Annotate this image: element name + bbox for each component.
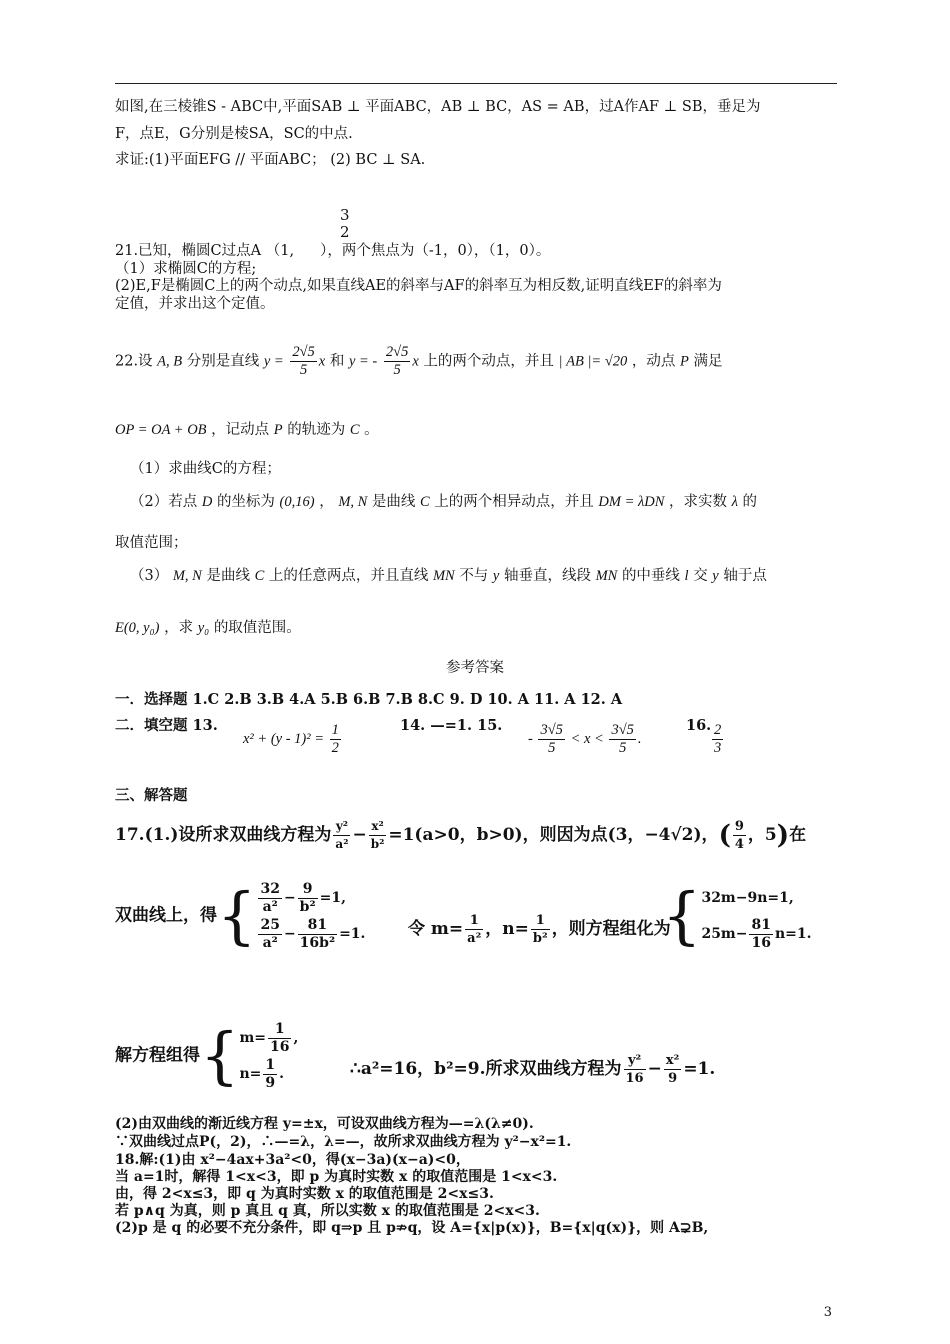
answer-line-5: 由，得 2<x≤3，即 q 为真时实数 x 的取值范围是 2<x≤3.: [115, 1186, 494, 1202]
q22-text-f: 满足: [693, 353, 723, 370]
q17-let-m-d: a²: [467, 931, 482, 946]
q17-hy-label: 双曲线上，得: [115, 905, 217, 926]
q22-line2-lhs: y = -: [348, 353, 378, 370]
q17-r2-b: n=1.: [774, 926, 812, 942]
q17-c-r: =1.: [683, 1059, 716, 1079]
answer-line-2: ∵双曲线过点P(，2)，∴—=λ，λ=—，故所求双曲线方程为 y²−x²=1.: [115, 1134, 572, 1150]
q22-s3-mn-segment: MN: [595, 568, 618, 584]
answers-solve-heading: 三、解答题: [115, 787, 188, 804]
answer-15-num1: 3√5: [540, 722, 563, 738]
q17-line1: 17.(1.)设所求双曲线方程为 $\frac{\text{y²}}{\text{a²}}$ − $\frac{\text{x²}}{\text{b²}}$ =1(a>0，b>0)，则因为点(3，−4√2)，( $\frac{9}{4}$ ，5)在: [115, 819, 807, 852]
q22-l1-den: 5: [299, 362, 308, 378]
answer-13-den: 2: [331, 740, 339, 756]
q22-line2-frac: [384, 344, 410, 379]
q17-r2: [701, 916, 811, 952]
q17-r2-n: 81: [751, 916, 771, 933]
q22-s2-eq: DM = λDN: [598, 494, 665, 510]
q17-r2-a: 25m−: [701, 926, 748, 942]
q17-b2: b²: [370, 837, 385, 851]
q22-s2-h: 的: [742, 494, 758, 510]
q17-e1-d1: a²: [262, 898, 278, 915]
q17-sol-m: [239, 1020, 298, 1056]
q22-p2: P: [273, 422, 283, 438]
answers-title: 参考答案: [446, 660, 504, 676]
q22-l2-num: 2√5: [385, 344, 409, 360]
q22-s2-a: （2）若点: [130, 494, 198, 510]
q22-line1-frac: [290, 344, 316, 379]
q22-s3-f: 的中垂线: [621, 568, 680, 584]
q22-abs: | AB |= √20: [558, 353, 628, 370]
q22-s3-e: 轴垂直，线段: [503, 568, 591, 584]
q17-r1: 32m−9n=1,: [701, 890, 794, 906]
q22-s2-g: ，求实数: [669, 494, 728, 510]
q22-s2-f: 上的两个相异动点，并且: [434, 494, 594, 510]
q17-p-num: 9: [734, 819, 744, 834]
q17-e1-n2: 9: [298, 881, 318, 899]
q17-e2-d1: a²: [262, 934, 278, 951]
q22-l1-num: 2√5: [292, 344, 315, 360]
q17-substitution: [408, 912, 671, 947]
q22-sub1: （1）求曲线C的方程；: [130, 461, 281, 477]
q17-e1-n1: 32: [260, 880, 280, 897]
q17-c-n1: y²: [624, 1052, 646, 1070]
answer-15-minus: -: [528, 730, 533, 747]
q17-e1-r: =1,: [319, 890, 346, 906]
q22-s3-y2: y: [712, 568, 719, 584]
answers-choice: 一．选择题 1.C 2.B 3.B 4.A 5.B 6.B 7.B 8.C 9. D 10. A 11. A 12. A: [115, 691, 623, 708]
q21-frac-num: 3: [340, 206, 350, 224]
q22-s3-mn-line: MN: [432, 568, 455, 584]
q17-solution: 解方程组得{ m= $\frac{1}{16}$ , n= $\frac{1}{9}$ .: [115, 1019, 299, 1092]
answer-15-frac2: [609, 722, 635, 757]
q17-let-m-n: 1: [465, 912, 483, 930]
q22-s3-y0: y₀: [197, 620, 210, 636]
q17-sol-n-label: n=: [239, 1066, 262, 1082]
q17-minus: −: [352, 825, 367, 845]
q17-sol-m-d: 16: [270, 1038, 290, 1055]
q17-text-a: 17.(1.)设所求双曲线方程为: [115, 825, 332, 845]
q22-s2-d: D: [201, 494, 213, 510]
q22-s3-point-e: E(0, y₀): [115, 620, 160, 636]
q21-line1: [115, 241, 550, 261]
q20-line2: F，点E，G分别是棱SA，SC的中点.: [115, 126, 353, 142]
q17-text-c: 在: [789, 825, 807, 845]
answers-fill-label: 二．填空题 13.: [115, 717, 218, 734]
q22-text-c: 和: [329, 353, 345, 370]
answer-14-15-label: 14. —=1. 15.: [400, 717, 503, 734]
q17-sol-n: [239, 1056, 298, 1092]
q17-sol-m-t: ,: [293, 1030, 299, 1046]
q17-p5: ，5: [747, 825, 777, 845]
answer-15-dot: .: [637, 730, 642, 747]
q22-sub3-tail: [115, 618, 301, 638]
q21-line1-a: 21.已知，椭圆C过点A （1,: [115, 243, 295, 259]
q17-sol-m-label: m=: [239, 1030, 266, 1046]
answer-13-frac: [330, 722, 341, 757]
answer-line-6: 若 p∧q 为真，则 p 真且 q 真，所以实数 x 的取值范围是 2<x<3.: [115, 1203, 540, 1219]
q17-c-d1: 16: [625, 1071, 644, 1086]
q17-e2-n2: 81: [298, 917, 337, 935]
q17-sol-n-d: 9: [265, 1074, 276, 1091]
q21-frac-den: 2: [340, 223, 350, 241]
q22-text-i: 。: [364, 422, 379, 438]
q22-s3-i: ，求: [164, 620, 194, 636]
q22-s3-b: 是曲线: [206, 568, 250, 584]
q22-s3-a: （3）: [130, 568, 169, 584]
q17-sol-m-n: 1: [268, 1021, 291, 1039]
q17-x2: x²: [369, 818, 387, 836]
q22-line1-lhs: y =: [263, 353, 284, 370]
q17-r2-d: 16: [751, 934, 771, 951]
q22-text-g: ，记动点: [211, 422, 270, 438]
q17-let-b: ，n=: [485, 919, 529, 939]
q22-s2-lambda: λ: [731, 494, 738, 510]
q21-point-fraction: [336, 207, 354, 241]
q17-frac-x: [369, 818, 387, 853]
q22-s2-c: ，: [319, 494, 334, 510]
q17-a2: a²: [335, 837, 349, 851]
q22-s2-point: (0,16): [279, 494, 315, 510]
q17-let-n-d: b²: [532, 931, 548, 946]
q17-let-n-n: 1: [531, 912, 550, 930]
q17-frac-y: [333, 818, 350, 853]
q21-line4: 定值，并求出这个定值。: [115, 296, 275, 312]
q22-line2: [115, 420, 379, 440]
q17-c-n2: x²: [665, 1053, 680, 1068]
answer-15-den2: 5: [619, 740, 627, 756]
q21-line2: （1）求椭圆C的方程;: [115, 261, 257, 277]
q22-sub3: [130, 566, 767, 586]
q22-l2-den: 5: [393, 362, 401, 378]
q17-c-d2: 9: [668, 1071, 678, 1086]
q22-s3-h: 轴于点: [723, 568, 767, 584]
q22-vector-eq: OP = OA + OB: [115, 422, 207, 438]
answer-13: [243, 722, 343, 757]
q22-s2-b: 的坐标为: [216, 494, 275, 510]
answer-line-4: 当 a=1时，解得 1<x<3，即 p 为真时实数 x 的取值范围是 1<x<3.: [115, 1169, 558, 1185]
q22-ab: A, B: [157, 353, 183, 370]
answer-16-label: 16.: [686, 717, 712, 734]
header-rule: [115, 83, 837, 84]
answer-16-den: 3: [714, 740, 722, 756]
answer-15-frac1: [538, 722, 564, 757]
q22-s3-curve: C: [254, 568, 265, 584]
q17-p-den: 4: [734, 837, 744, 852]
q17-system1: 双曲线上，得{ $\frac{32}{\text{a²}}$ − $\frac{9}{\text{b²}}$ =1, $\frac{25}{\text{a²}}$ − $\frac{81}{\text{16b²}}$ =1.: [115, 879, 366, 952]
answer-13-num: 1: [331, 722, 339, 738]
q22-s3-y: y: [492, 568, 500, 584]
q22-sub2-tail: 取值范围；: [115, 535, 188, 551]
q22-line1: [115, 344, 723, 379]
q17-concl-a: ∴a²=16，b²=9.所求双曲线方程为: [350, 1059, 622, 1079]
q17-eq1: $\frac{32}{\text{a²}}$ − $\frac{9}{\text{b²}}$ =1,: [260, 880, 346, 915]
answer-line-3: 18.解:(1)由 x²−4ax+3a²<0，得(x−3a)(x−a)<0，: [115, 1152, 470, 1168]
q17-system2: { 32m−9n=1, 25m− $\frac{81}{16}$ n=1.: [662, 879, 812, 952]
q22-sub2: [130, 492, 757, 512]
q22-s2-e: 是曲线: [371, 494, 416, 510]
q20-line3: 求证:(1)平面EFG // 平面ABC； (2) BC ⊥ SA.: [115, 152, 426, 168]
q17-let-c: ，则方程组化为: [551, 919, 671, 939]
q22-s3-j: 的取值范围。: [213, 620, 301, 636]
q17-let-a: 令 m=: [408, 919, 464, 939]
q17-sol-n-n: 1: [265, 1056, 276, 1073]
q17-conclusion: ∴a²=16，b²=9.所求双曲线方程为 $\frac{\text{y²}}{16}$ − $\frac{\text{x²}}{9}$ =1.: [350, 1053, 716, 1086]
q22-text-b: 分别是直线: [186, 353, 260, 370]
q20-line1: 如图,在三棱锥S - ABC中,平面SAB ⊥ 平面ABC，AB ⊥ BC，AS = AB，过A作AF ⊥ SB，垂足为: [115, 99, 761, 115]
q22-text-h: 的轨迹为: [287, 422, 346, 438]
q22-s3-l: l: [684, 568, 689, 584]
q22-text-e: ，动点: [631, 353, 676, 370]
q22-s3-g: 交: [693, 568, 708, 584]
answer-15: [528, 722, 642, 757]
answer-13-eq: x² + (y - 1)² =: [243, 730, 324, 747]
q22-s3-mn: M, N: [172, 568, 202, 584]
page-number: 3: [823, 1305, 832, 1320]
q17-y2: y²: [333, 818, 350, 836]
q22-p: P: [680, 353, 689, 370]
q22-text-a: 22.设: [115, 353, 153, 370]
answer-line-7: (2)p 是 q 的必要不充分条件，即 q⇒p 且 p⇏q，设 A={x|p(x)}，B={x|q(x)}，则 A⊋B,: [115, 1220, 709, 1236]
q22-c-symbol: C: [349, 422, 360, 438]
answer-16-num: 2: [714, 722, 722, 738]
q21-line1-b: ），两个焦点为（-1，0），（1，0）。: [320, 243, 551, 259]
q22-l1-x: x: [318, 353, 326, 370]
answer-line-1: (2)由双曲线的渐近线方程 y=±x，可设双曲线方程为—=λ(λ≠0).: [115, 1116, 534, 1132]
q17-sol-label: 解方程组得: [115, 1045, 200, 1066]
answer-16-frac: [712, 722, 723, 757]
q22-s2-curve: C: [420, 494, 430, 510]
q17-e2-r: =1.: [339, 926, 366, 942]
q17-e1-d2: b²: [299, 898, 316, 915]
answer-15-den1: 5: [548, 740, 556, 756]
q22-text-d: 上的两个动点，并且: [423, 353, 554, 370]
q17-eq2: $\frac{25}{\text{a²}}$ − $\frac{81}{\text{16b²}}$ =1.: [260, 916, 366, 951]
q22-s3-c: 上的任意两点，并且直线: [268, 568, 429, 584]
q17-text-b: =1(a>0，b>0)，则因为点(3，−4√2)，: [388, 825, 719, 845]
q17-e2-n1: 25: [260, 916, 280, 933]
q17-e2-d2: 16b²: [299, 934, 336, 951]
answer-15-num2: 3√5: [611, 722, 634, 738]
q21-line3: (2)E,F是椭圆C上的两个动点,如果直线AE的斜率与AF的斜率互为相反数,证明直线EF的斜率为: [115, 278, 722, 294]
answer-16: [710, 722, 725, 757]
q22-l2-x: x: [412, 353, 419, 370]
q17-point-frac: [733, 818, 746, 853]
q22-s2-mn: M, N: [338, 494, 368, 510]
q17-sol-n-t: .: [279, 1066, 284, 1082]
answer-15-mid: < x <: [570, 730, 604, 747]
q22-s3-d: 不与: [459, 568, 489, 584]
